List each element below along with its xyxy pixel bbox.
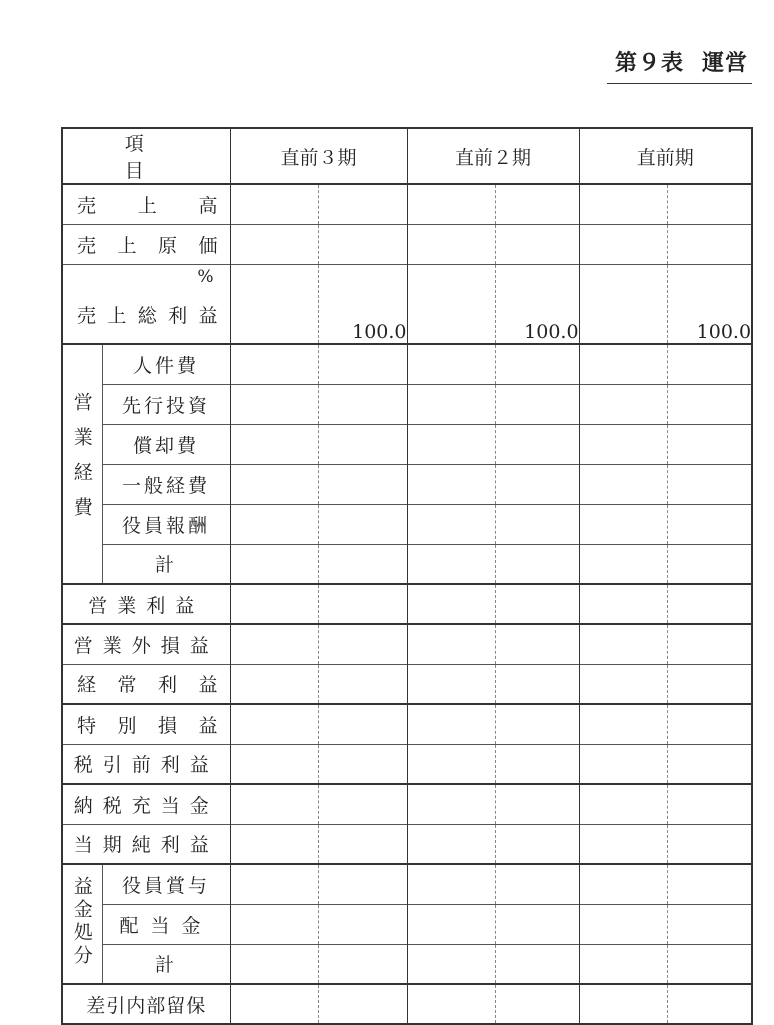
row-tax-reserve [62, 784, 752, 824]
cell[interactable] [230, 664, 318, 704]
cell[interactable] [667, 544, 752, 584]
cell[interactable] [407, 544, 495, 584]
row-opex-5 [62, 504, 752, 544]
cell[interactable] [495, 904, 579, 944]
cell[interactable] [667, 464, 752, 504]
period-header-3: 直前期 [579, 128, 752, 184]
cell[interactable] [318, 824, 407, 864]
gross-profit-value-1[interactable]: 100.0 [318, 264, 407, 344]
cell[interactable] [318, 224, 407, 264]
gross-profit-value-2[interactable]: 100.0 [495, 264, 579, 344]
cell[interactable] [407, 624, 495, 664]
appropriation-group-label: 益金処分 [62, 864, 102, 984]
cell[interactable] [667, 624, 752, 664]
cell[interactable] [579, 384, 667, 424]
cell[interactable] [579, 864, 667, 904]
label-sales: 売 上 高 [62, 184, 230, 224]
cell[interactable] [495, 504, 579, 544]
row-operating-income [62, 584, 752, 624]
cell[interactable] [318, 544, 407, 584]
label-opex-item: 役員報酬 [102, 504, 230, 544]
label-opex-item: 一般経費 [102, 464, 230, 504]
cell[interactable] [495, 784, 579, 824]
cell[interactable] [495, 704, 579, 744]
cell[interactable] [579, 584, 667, 624]
cell[interactable] [579, 424, 667, 464]
table-title: 運営 [701, 51, 748, 76]
cell[interactable] [318, 704, 407, 744]
cell[interactable] [230, 704, 318, 744]
cell[interactable] [318, 464, 407, 504]
cell[interactable] [230, 904, 318, 944]
opex-group-label: 営業経費 [62, 344, 102, 584]
cell[interactable] [579, 744, 667, 784]
cell[interactable] [318, 624, 407, 664]
cell[interactable] [230, 504, 318, 544]
cell[interactable] [667, 824, 752, 864]
label-opex-item: 先行投資 [102, 384, 230, 424]
cell[interactable] [230, 784, 318, 824]
cell[interactable] [579, 624, 667, 664]
cell[interactable] [318, 184, 407, 224]
label-opex-item: 人件費 [102, 344, 230, 384]
cell[interactable] [407, 784, 495, 824]
cell[interactable] [230, 744, 318, 784]
cell[interactable] [667, 904, 752, 944]
cell[interactable] [667, 984, 752, 1024]
row-cost-of-sales [62, 224, 752, 264]
cell[interactable] [318, 504, 407, 544]
cell[interactable] [495, 864, 579, 904]
cell[interactable] [667, 784, 752, 824]
cell[interactable] [230, 944, 318, 984]
cell[interactable] [318, 944, 407, 984]
cell[interactable] [579, 904, 667, 944]
cell[interactable] [495, 184, 579, 224]
cell[interactable] [318, 664, 407, 704]
row-extraordinary [62, 704, 752, 744]
row-appropriation-total [62, 944, 752, 984]
gross-profit-value-3[interactable]: 100.0 [696, 321, 752, 343]
cell[interactable] [579, 504, 667, 544]
item-header: 項 目 [62, 128, 230, 184]
cell[interactable] [407, 184, 495, 224]
cell[interactable] [667, 384, 752, 424]
cell[interactable] [579, 264, 667, 344]
cell[interactable] [318, 784, 407, 824]
row-opex-total [62, 544, 752, 584]
cell[interactable] [407, 384, 495, 424]
label-opex-item: 償却費 [102, 424, 230, 464]
cell[interactable] [579, 664, 667, 704]
label-pretax-income: 税引前利益 [62, 744, 230, 784]
period-header-1: 直前３期 [230, 128, 407, 184]
cell[interactable] [318, 904, 407, 944]
cell[interactable] [667, 704, 752, 744]
cell[interactable] [667, 944, 752, 984]
cell[interactable] [407, 504, 495, 544]
cell[interactable] [495, 384, 579, 424]
cell[interactable] [407, 864, 495, 904]
cell[interactable] [667, 744, 752, 784]
cell[interactable] [579, 464, 667, 504]
row-ordinary-income [62, 664, 752, 704]
page-title [607, 46, 752, 84]
header-row [62, 128, 752, 184]
cell[interactable] [667, 424, 752, 464]
row-sales [62, 184, 752, 224]
cell[interactable] [495, 424, 579, 464]
cell[interactable] [318, 384, 407, 424]
cell[interactable] [579, 984, 667, 1024]
label-tax-reserve: 納税充当金 [62, 784, 230, 824]
cell[interactable] [230, 984, 318, 1024]
cell[interactable] [230, 344, 318, 384]
label-operating-income: 営業利益 [62, 584, 230, 624]
row-appropriation-1 [62, 864, 752, 904]
label-ordinary-income: 経常利益 [62, 664, 230, 704]
row-opex-4 [62, 464, 752, 504]
operations-table [61, 127, 753, 1025]
label-net-income: 当期純利益 [62, 824, 230, 864]
cell[interactable] [407, 224, 495, 264]
label-non-operating: 営業外損益 [62, 624, 230, 664]
cell[interactable] [407, 424, 495, 464]
label-gross-profit: % 売上総利益 [62, 264, 230, 344]
cell[interactable] [579, 344, 667, 384]
label-opex-total: 計 [102, 544, 230, 584]
cell[interactable] [495, 544, 579, 584]
row-opex-2 [62, 384, 752, 424]
cell[interactable] [318, 984, 407, 1024]
cell[interactable] [579, 184, 667, 224]
cell[interactable] [230, 584, 318, 624]
cell[interactable] [579, 944, 667, 984]
row-opex-3 [62, 424, 752, 464]
cell[interactable] [230, 544, 318, 584]
cell[interactable] [495, 224, 579, 264]
cell[interactable] [318, 864, 407, 904]
cell[interactable] [495, 584, 579, 624]
cell[interactable] [495, 984, 579, 1024]
cell[interactable] [230, 384, 318, 424]
cell[interactable] [407, 584, 495, 624]
cell[interactable] [230, 224, 318, 264]
cell[interactable] [318, 424, 407, 464]
cell[interactable] [318, 344, 407, 384]
cell[interactable] [667, 504, 752, 544]
cell[interactable] [318, 744, 407, 784]
cell[interactable] [667, 224, 752, 264]
row-gross-profit [62, 264, 752, 344]
cell[interactable] [407, 824, 495, 864]
table-number: 第９表 [614, 51, 684, 76]
cell[interactable] [667, 664, 752, 704]
row-opex-1 [62, 344, 752, 384]
cell[interactable] [495, 664, 579, 704]
cell[interactable] [495, 944, 579, 984]
label-retained: 差引内部留保 [62, 984, 230, 1024]
label-extraordinary: 特別損益 [62, 704, 230, 744]
cell[interactable] [495, 624, 579, 664]
cell[interactable] [407, 664, 495, 704]
cell[interactable] [495, 344, 579, 384]
cell[interactable] [230, 264, 318, 344]
percent-sign: % [197, 266, 216, 287]
cell[interactable] [579, 704, 667, 744]
label-appropriation-item: 役員賞与 [102, 864, 230, 904]
period-header-2: 直前２期 [407, 128, 579, 184]
cell[interactable] [407, 464, 495, 504]
row-appropriation-2 [62, 904, 752, 944]
cell[interactable] [667, 184, 752, 224]
cell[interactable] [667, 344, 752, 384]
cell[interactable] [579, 224, 667, 264]
cell[interactable] [318, 584, 407, 624]
cell[interactable] [407, 904, 495, 944]
cell[interactable] [579, 784, 667, 824]
cell[interactable] [230, 824, 318, 864]
cell[interactable] [579, 824, 667, 864]
cell[interactable] [407, 984, 495, 1024]
cell[interactable] [407, 704, 495, 744]
row-non-operating [62, 624, 752, 664]
label-cost-of-sales: 売上原価 [62, 224, 230, 264]
cell[interactable] [667, 584, 752, 624]
cell[interactable] [407, 744, 495, 784]
cell[interactable] [407, 944, 495, 984]
row-retained [62, 984, 752, 1024]
label-appropriation-item: 配当金 [102, 904, 230, 944]
cell[interactable] [495, 824, 579, 864]
row-pretax-income [62, 744, 752, 784]
cell[interactable] [579, 544, 667, 584]
cell[interactable] [230, 184, 318, 224]
cell[interactable] [407, 344, 495, 384]
label-appropriation-total: 計 [102, 944, 230, 984]
row-net-income [62, 824, 752, 864]
cell[interactable] [230, 424, 318, 464]
cell[interactable] [230, 624, 318, 664]
cell[interactable] [230, 864, 318, 904]
cell[interactable] [407, 264, 495, 344]
cell[interactable] [230, 464, 318, 504]
cell[interactable] [667, 864, 752, 904]
cell[interactable] [495, 464, 579, 504]
cell[interactable] [495, 744, 579, 784]
